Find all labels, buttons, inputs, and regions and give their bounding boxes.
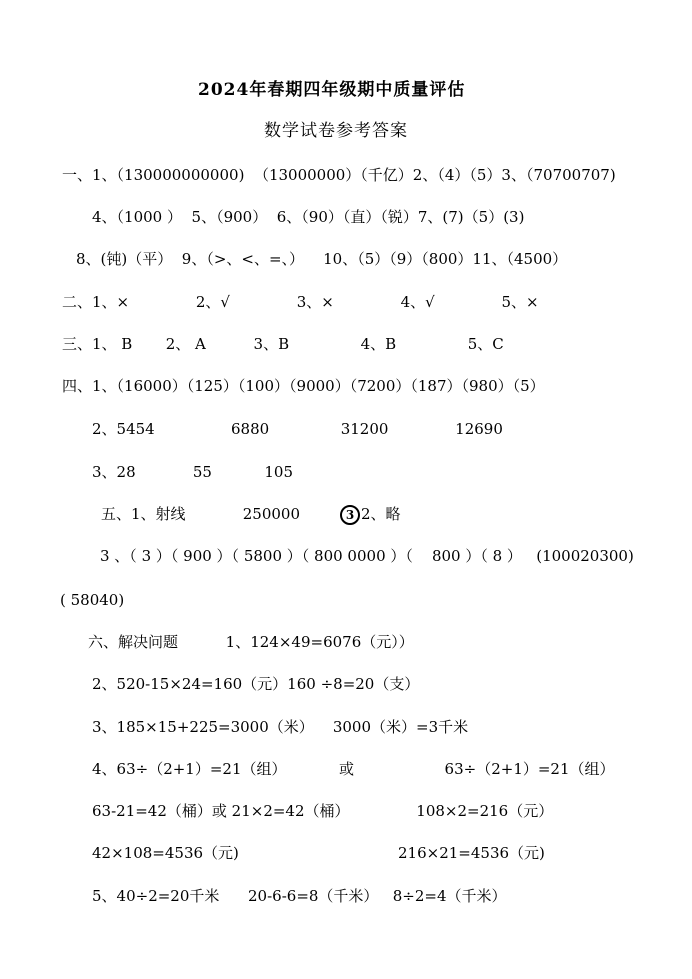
page-title: 2024年春期四年级期中质量评估 [198,80,466,100]
answer-line-14: 2、520-15×24=160（元）160 ÷8=20（支） [92,675,420,693]
answer-line-7: 2、5454 6880 31200 12690 [92,420,503,438]
answer-line-1: 一、1、（130000000000) （13000000）（千亿）2、（4）（5）3、（70700707) [62,166,616,184]
answer-line-15: 3、185×15+225=3000（米） 3000（米）=3千米 [92,718,469,736]
page-subtitle: 数学试卷参考答案 [264,121,408,141]
answer-line-8: 3、28 55 105 [92,463,294,481]
answer-line-3: 8、(钝)（平） 9、（>、<、=、） 10、（5）（9）（800）11、（4500） [76,250,568,268]
answer-line-6: 四、1、（16000）（125）（100）（9000）（7200）（187）（980）（5） [62,377,545,395]
answer-line-9: 五、1、射线 250000 [101,505,301,523]
answer-line-17: 63-21=42（桶）或 21×2=42（桶） 108×2=216（元） [92,802,554,820]
answer-line-20: 5、40÷2=20千米 20-6-6=8（千米） 8÷2=4（千米） [92,887,507,905]
answer-line-10: 2、略 [361,505,401,523]
answer-line-13: 六、解决问题 1、124×49=6076（元）） [88,633,414,651]
answer-line-18: 42×108=4536（元) [92,844,239,862]
answer-line-12: ( 58040) [60,591,125,609]
answer-line-16: 4、63÷（2+1）=21（组） 或 63÷（2+1）=21（组） [92,760,615,778]
answer-line-2: 4、（1000 ） 5、（900） 6、（90）（直）（锐）7、(7)（5）(3) [92,208,525,226]
answer-line-11: 3 、（ 3 ）（ 900 ）（ 5800 ）（ 800 0000 ）（ 800 ）（ 8 ） (100020300) [100,547,634,565]
answer-line-5: 三、1、 B 2、 A 3、B 4、B 5、C [62,335,504,353]
answer-line-19: 216×21=4536（元) [398,844,545,862]
answer-line-4: 二、1、× 2、√ 3、× 4、√ 5、× [62,293,539,311]
circled-mark [340,504,360,525]
circled-number: 3 [340,505,360,525]
